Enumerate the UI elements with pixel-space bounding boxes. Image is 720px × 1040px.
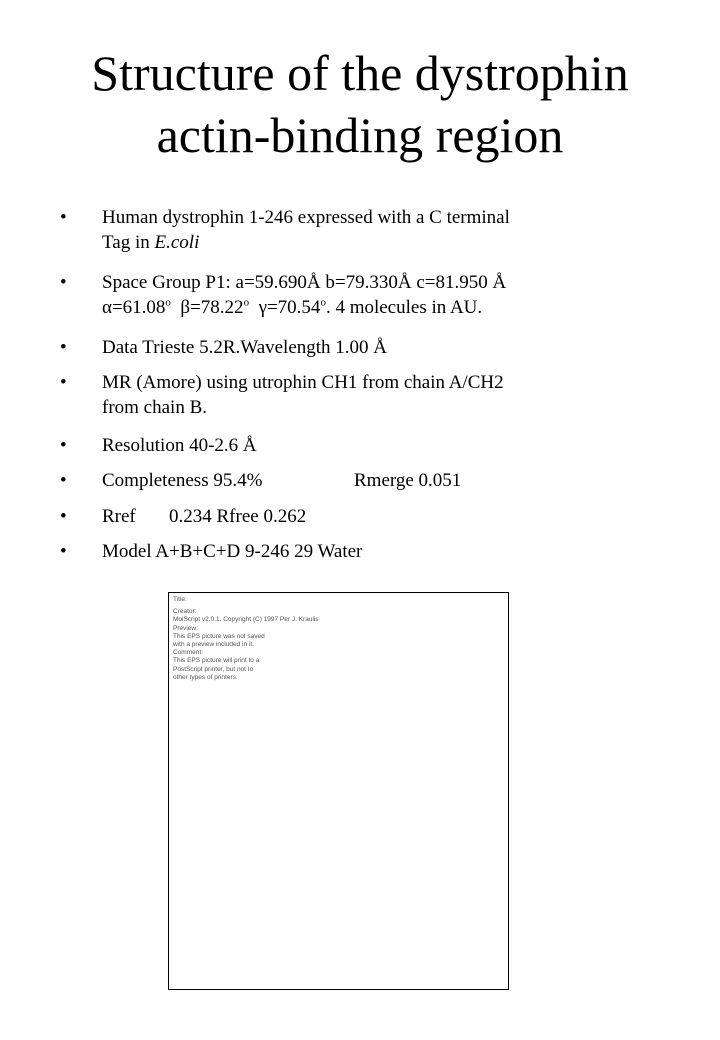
bullet-item [60,335,387,360]
bullet-item [60,270,506,320]
completeness-value: Completeness 95.4% [102,470,263,491]
title-line-2: actin-binding region [156,107,564,163]
bullet-dot-icon: • [60,506,67,527]
eps-comment-label: Comment: [173,649,203,657]
bullet-text: Space Group P1: a=59.690Å b=79.330Å c=81.950 Å [102,272,507,293]
bullet-text: MR (Amore) using utrophin CH1 from chain A/CH2 [102,372,504,393]
bullet-text: from chain B. [102,397,208,418]
bullet-text: . 4 molecules in AU. [325,297,483,318]
eps-preview-note: This EPS picture was not saved [173,632,265,640]
bullet-dot-icon: • [60,207,67,228]
bullet-item [60,433,257,458]
title-line-1: Structure of the dystrophin [91,45,629,101]
eps-comment-text: other types of printers. [173,673,238,681]
bullet-item [60,370,504,420]
bullet-item [60,504,306,529]
rref-label: Rref [102,506,136,527]
rfree-value: 0.234 Rfree 0.262 [169,506,307,527]
cell-gamma: γ=70.54 [258,297,321,318]
bullet-dot-icon: • [60,435,67,456]
eps-comment-text: PostScript printer, but not to [173,665,254,673]
eps-creator-label: Creator: [173,608,197,616]
bullet-text: Model A+B+C+D 9-246 29 Water [102,541,363,562]
eps-preview-placeholder [168,592,509,990]
eps-preview-note: with a preview included in it. [173,641,254,649]
bullet-text: Data Trieste 5.2R.Wavelength 1.00 Å [102,337,388,358]
eps-title-label: Title: [173,596,187,603]
bullet-text-italic: E.coli [154,232,200,253]
bullet-item [60,468,461,493]
eps-preview-label: Preview: [173,624,198,632]
bullet-dot-icon: • [60,372,67,393]
bullet-dot-icon: • [60,272,67,293]
bullet-dot-icon: • [60,541,67,562]
bullet-dot-icon: • [60,470,67,491]
eps-creator-value: MolScript v2.0.1. Copyright (C) 1997 Per J. Kraulis [173,616,319,624]
degree-mark: o [165,296,171,309]
cell-beta: β=78.22 [180,297,244,318]
bullet-text: Resolution 40-2.6 Å [102,435,257,456]
degree-mark: o [320,296,326,309]
eps-comment-text: This EPS picture will print to a [173,657,260,665]
bullet-text: Human dystrophin 1-246 expressed with a C terminal [102,207,510,228]
slide-title [0,42,720,166]
bullet-item [60,539,362,564]
bullet-text: Tag in [102,232,155,253]
bullet-item [60,205,510,255]
bullet-dot-icon: • [60,337,67,358]
cell-alpha: α=61.08 [102,297,166,318]
degree-mark: o [243,296,250,309]
rmerge-value: Rmerge 0.051 [354,470,462,491]
